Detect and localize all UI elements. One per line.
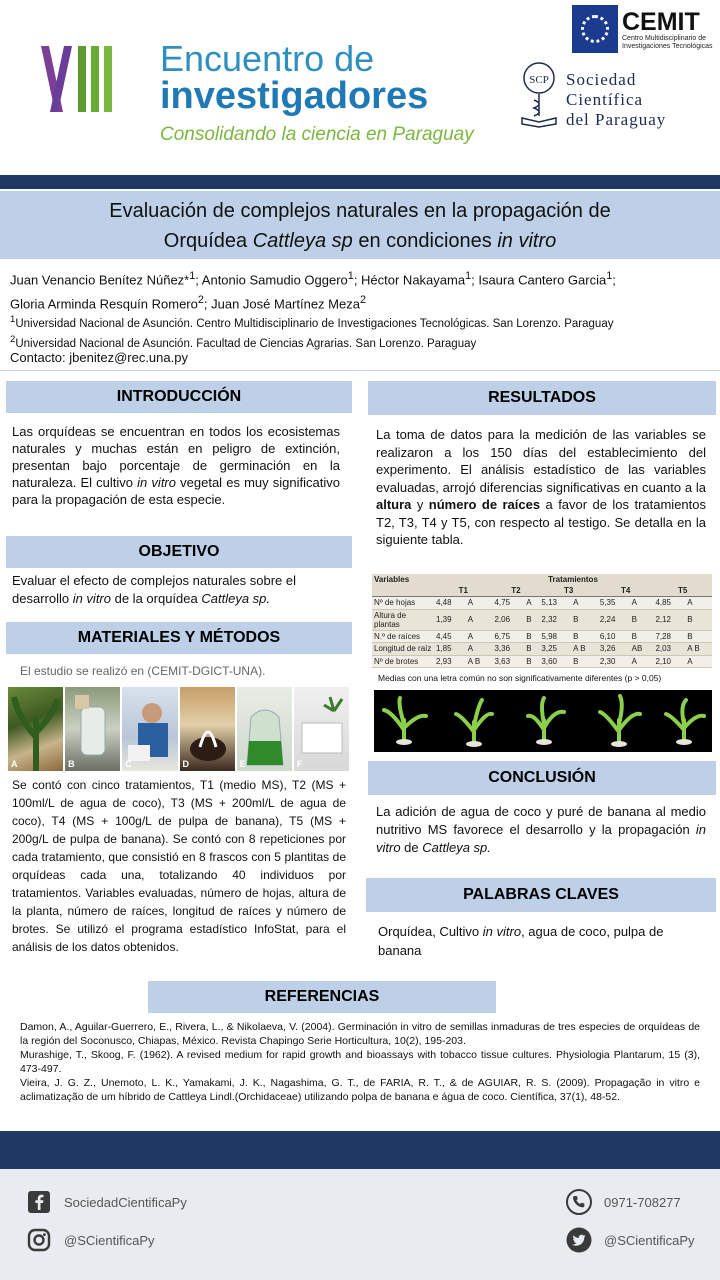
cell-mean: 2,10 xyxy=(653,655,685,668)
cell-group: A xyxy=(466,630,493,643)
cell-mean: 1,85 xyxy=(434,643,466,656)
cell-mean: 5,13 xyxy=(539,597,571,610)
cell-group: B xyxy=(685,609,712,630)
intro-heading: INTRODUCCIÓN xyxy=(6,381,352,413)
cell-mean: 2,06 xyxy=(492,609,524,630)
objetivo-text: Evaluar el efecto de complejos naturales sobre el desarrollo in vitro de la orquídea Cattleya sp. xyxy=(12,573,296,606)
cell-group: A B xyxy=(466,655,493,668)
cell-group: B xyxy=(571,609,598,630)
authors: Juan Venancio Benítez Núñez*$^1$; Antonio Samudio Oggero$^1$; Héctor Nakayama$^1$; Isaura Cantero Garcia$^1$; Gloria Arminda Resquín Romero$^2$; Juan José Martínez Meza$^2$ xyxy=(10,270,616,312)
cell-mean: 2,12 xyxy=(653,609,685,630)
cemit-logo xyxy=(572,5,720,53)
resultados-heading: RESULTADOS xyxy=(368,381,716,415)
cell-group: A xyxy=(685,597,712,610)
cell-group: A xyxy=(571,597,598,610)
table-row xyxy=(372,630,712,643)
photo-f: F xyxy=(294,687,349,771)
divider xyxy=(0,370,720,371)
photo-b: B xyxy=(65,687,120,771)
facebook-icon xyxy=(26,1189,52,1215)
conclusion-text: La adición de agua de coco y puré de banana al medio nutritivo MS favorece el desarrollo y la propagación in vitro de Cattleya sp. xyxy=(376,804,706,855)
photo-a: A xyxy=(8,687,63,771)
cell-group: AB xyxy=(630,643,654,656)
poster-title: Evaluación de complejos naturales en la propagación de Orquídea Cattleya sp en condiciones in vitro xyxy=(109,200,611,252)
twitter-icon xyxy=(566,1227,592,1253)
results-table: Variables Tratamientos T1 T2 T3 T4 T5 Nº de hojas 4,48 A 4,75 A 5,13 A 5,35 A 4,85 A Altura de plantas 1,39 A 2,06 B 2,32 B 2,24 B 2,12 B N.º de raíces 4,45 A 6,75 B 5,98 B 6,10 B 7,28 B Longitud de raíz 1,85 A 3,36 B 3,25 A B 3,26 AB 2,03 A B Nº de brotes 2,93 A B 3,63 B 3,60 B 2,30 A 2,10 A xyxy=(372,574,712,668)
cell-group: A xyxy=(685,655,712,668)
cell-mean: 6,75 xyxy=(492,630,524,643)
cell-mean: 1,39 xyxy=(434,609,466,630)
cell-mean: 2,30 xyxy=(598,655,630,668)
cell-mean: 4,48 xyxy=(434,597,466,610)
facebook-link[interactable] xyxy=(26,1189,187,1215)
cell-group: B xyxy=(571,630,598,643)
cell-group: B xyxy=(571,655,598,668)
reference-item: Murashige, T., Skoog, F. (1962). A revised medium for rapid growth and bioassays with tobacco tissue cultures. Physiologia Plantarum, 15 (3), 473-497. xyxy=(20,1049,700,1075)
photo-d: D xyxy=(180,687,235,771)
row-variable: Nº de brotes xyxy=(372,655,434,668)
footer-divider-bar xyxy=(0,1131,720,1169)
cell-group: B xyxy=(524,609,539,630)
col-variables: Variables xyxy=(374,575,410,584)
twitter-link[interactable] xyxy=(566,1227,695,1253)
phone-link[interactable] xyxy=(566,1189,681,1215)
instagram-handle: @SCientificaPy xyxy=(64,1232,155,1248)
metodos-intro: El estudio se realizó en (CEMIT-DGICT-UNA). xyxy=(20,664,266,678)
scp-mark: SCP xyxy=(529,74,549,86)
metodos-text: Se contó con cinco tratamientos, T1 (medio MS), T2 (MS + 100ml/L de agua de coco), T3 (MS + 200ml/L de agua de coco), T4 (MS + 100g/L de pulpa de banana), T5 (MS + 200g/L de pulpa de banana). Se contó con 8 repeticiones por cada tratamiento, que consistió en 8 frascos con 5 plantitas de orquídeas cada una, totalizando 40 individuos por tratamientos. Variables evaluadas, número de hojas, altura de la planta, número de raíces, longitud de raíces y número de brotes. Se utilizó el programa estadístico InfoStat, para el análisis de los datos obtenidos. xyxy=(12,778,346,954)
twitter-handle: @SCientificaPy xyxy=(604,1232,695,1248)
row-variable: N.º de raíces xyxy=(372,630,434,643)
referencias-heading: REFERENCIAS xyxy=(148,981,496,1013)
cell-group: A xyxy=(466,643,493,656)
footer xyxy=(0,1169,720,1280)
cell-mean: 2,32 xyxy=(539,609,571,630)
cell-mean: 3,60 xyxy=(539,655,571,668)
affiliation-2: $^2$Universidad Nacional de Asunción. Facultad de Ciencias Agrarias. San Lorenzo. Paraguay xyxy=(10,333,477,350)
cell-mean: 7,28 xyxy=(653,630,685,643)
cell-mean: 6,10 xyxy=(598,630,630,643)
cell-group: B xyxy=(524,643,539,656)
event-number-logo xyxy=(48,46,112,112)
cell-group: B xyxy=(630,630,654,643)
cell-group: A xyxy=(630,597,654,610)
cell-mean: 4,85 xyxy=(653,597,685,610)
scp-seal-icon xyxy=(518,60,560,128)
metodos-heading: MATERIALES Y MÉTODOS xyxy=(6,622,352,654)
instagram-icon xyxy=(26,1227,52,1253)
cell-group: B xyxy=(630,609,654,630)
event-title-line2: investigadores xyxy=(160,75,429,117)
plantlets-photo xyxy=(374,690,712,752)
cell-mean: 2,93 xyxy=(434,655,466,668)
row-variable: Nº de hojas xyxy=(372,597,434,610)
table-note: Medias con una letra común no son significativamente diferentes (p > 0,05) xyxy=(378,673,662,683)
photo-c: C xyxy=(122,687,177,771)
cell-mean: 2,03 xyxy=(653,643,685,656)
cell-group: A xyxy=(466,609,493,630)
contact-email: Contacto: jbenitez@rec.una.py xyxy=(10,350,188,365)
palabras-text: Orquídea, Cultivo in vitro, agua de coco, pulpa de banana xyxy=(378,924,664,958)
event-tagline: Consolidando la ciencia en Paraguay xyxy=(160,124,474,145)
cell-group: A xyxy=(524,597,539,610)
cell-mean: 2,24 xyxy=(598,609,630,630)
instagram-link[interactable] xyxy=(26,1227,155,1253)
cell-mean: 3,26 xyxy=(598,643,630,656)
cell-group: B xyxy=(685,630,712,643)
table-row xyxy=(372,655,712,668)
cell-mean: 3,63 xyxy=(492,655,524,668)
col-tratamientos: Tratamientos xyxy=(548,575,598,584)
cell-group: B xyxy=(524,630,539,643)
table-row xyxy=(372,597,712,610)
cemit-badge-icon xyxy=(572,5,618,53)
cell-group: A B xyxy=(571,643,598,656)
conclusion-heading: CONCLUSIÓN xyxy=(368,761,716,795)
cell-mean: 5,35 xyxy=(598,597,630,610)
cell-group: A B xyxy=(685,643,712,656)
cell-group: A xyxy=(466,597,493,610)
row-variable: Altura de plantas xyxy=(372,609,434,630)
cell-mean: 5,98 xyxy=(539,630,571,643)
cell-group: B xyxy=(524,655,539,668)
palabras-heading: PALABRAS CLAVES xyxy=(366,878,716,912)
poster-header xyxy=(0,0,720,175)
photo-e: E xyxy=(237,687,292,771)
scp-name: Sociedad Científica del Paraguay xyxy=(566,70,667,129)
row-variable: Longitud de raíz xyxy=(372,643,434,656)
cell-mean: 3,36 xyxy=(492,643,524,656)
affiliations xyxy=(10,312,710,352)
reference-item: Vieira, J. G. Z., Unemoto, L. K., Yamakami, J. K., Nagashima, G. T., de FARIA, R. T., & de AGUIAR, R. S. (2009). Propagação in vitro e aclimatização de um híbrido de Cattleya Lindl.(Orchidaceae) utilizando polpa de banana e água de coco. Científica, 37(1), 48-52. xyxy=(20,1077,700,1103)
table-row xyxy=(372,609,712,630)
reference-item: Damon, A., Aguilar-Guerrero, E., Rivera, L., & Nikolaeva, V. (2004). Germinación in vitro de semillas inmaduras de tres especies de orquídeas de la región del Soconusco, Chiapas, México. Revista Chapingo Serie Horticultura, 10(2), 195-203. xyxy=(20,1021,700,1047)
event-title-line1: Encuentro de xyxy=(160,38,375,79)
objetivo-heading: OBJETIVO xyxy=(6,536,352,568)
facebook-handle: SociedadCientificaPy xyxy=(64,1194,187,1210)
resultados-text: La toma de datos para la medición de las variables se realizaron a los 150 días del establecimiento del experimento. El análisis estadístico de las variables evaluadas, arrojó diferencias significativas en cuanto a la altura y número de raíces a favor de los tratamientos T2, T3, T4 y T5, con respecto al testigo. Se detalla en la siguiente tabla. xyxy=(376,427,706,547)
cemit-subtitle: Centro Multidisciplinario de Investigaciones Tecnológicas xyxy=(622,35,713,50)
phone-icon xyxy=(566,1189,592,1215)
cell-mean: 4,45 xyxy=(434,630,466,643)
intro-text: Las orquídeas se encuentran en todos los ecosistemas naturales y muchas están en peligro de extinción, presentan bajo porcentaje de germinación en la naturaleza. El cultivo in vitro vegetal es muy significativo para la propagación de esta especie. xyxy=(12,424,340,507)
cell-mean: 3,25 xyxy=(539,643,571,656)
cell-mean: 4,75 xyxy=(492,597,524,610)
header-divider-bar xyxy=(0,175,720,189)
cemit-name: CEMIT xyxy=(622,8,700,36)
cell-group: A xyxy=(630,655,654,668)
table-row xyxy=(372,643,712,656)
methods-photo-strip xyxy=(8,687,349,771)
references-list xyxy=(20,1020,700,1104)
affiliation-1: $^1$Universidad Nacional de Asunción. Centro Multidisciplinario de Investigaciones Tecnológicas. San Lorenzo. Paraguay xyxy=(10,314,614,330)
phone-number: 0971-708277 xyxy=(604,1194,681,1210)
